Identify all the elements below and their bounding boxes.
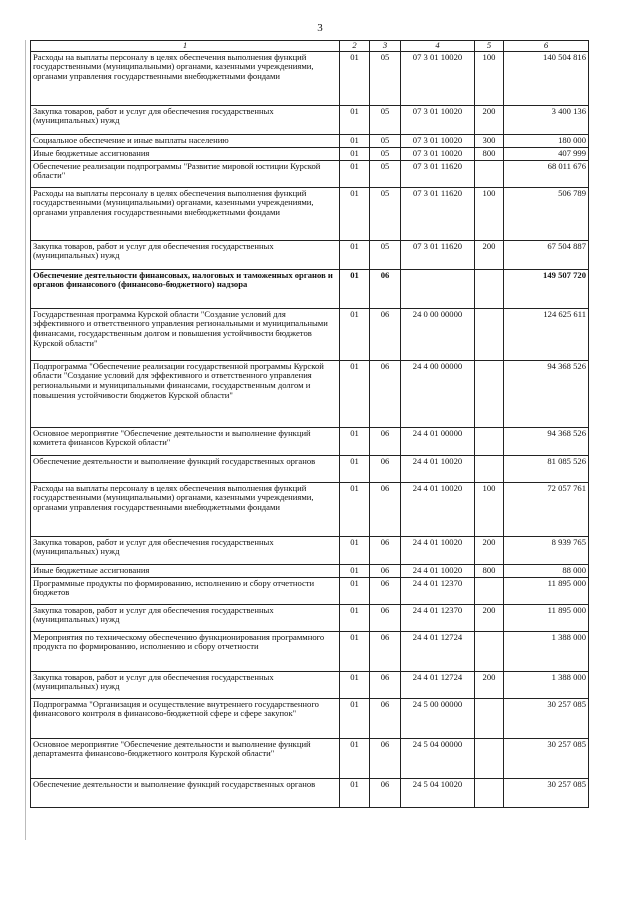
row-subsection-code: 06: [370, 308, 401, 360]
row-amount: 180 000: [504, 134, 589, 147]
column-header-5: 5: [475, 41, 504, 52]
row-name: Обеспечение реализации подпрограммы "Развитие мировой юстиции Курской области": [31, 160, 340, 187]
table-body: [31, 51, 589, 807]
row-section-code: 01: [340, 308, 370, 360]
row-amount: 68 011 676: [504, 160, 589, 187]
row-expense-type: [475, 360, 504, 427]
row-subsection-code: 05: [370, 240, 401, 269]
row-expense-type: [475, 631, 504, 671]
row-subsection-code: 05: [370, 160, 401, 187]
row-expense-type: [475, 455, 504, 482]
table-row: [31, 631, 589, 671]
column-header-3: 3: [370, 41, 401, 52]
row-name: Основное мероприятие "Обеспечение деятельности и выполнение функций департамента финансово-бюджетного контроля Курской области": [31, 738, 340, 778]
row-subsection-code: 06: [370, 269, 401, 308]
table-row: [31, 577, 589, 604]
table-row: [31, 778, 589, 807]
row-name: Обеспечение деятельности финансовых, налоговых и таможенных органов и органов финансового (финансово-бюджетного) надзора: [31, 269, 340, 308]
row-section-code: 01: [340, 671, 370, 698]
row-expense-type: [475, 427, 504, 455]
column-header-4: 4: [401, 41, 475, 52]
row-target-article: 24 4 01 10020: [401, 455, 475, 482]
row-expense-type: [475, 308, 504, 360]
row-name: Обеспечение деятельности и выполнение функций государственных органов: [31, 455, 340, 482]
row-expense-type: 800: [475, 564, 504, 577]
row-section-code: 01: [340, 564, 370, 577]
table-row: [31, 564, 589, 577]
row-subsection-code: 06: [370, 536, 401, 564]
row-subsection-code: 05: [370, 187, 401, 240]
row-target-article: 07 3 01 10020: [401, 51, 475, 105]
row-amount: 1 388 000: [504, 631, 589, 671]
row-expense-type: [475, 577, 504, 604]
row-expense-type: 200: [475, 105, 504, 134]
row-name: Государственная программа Курской области "Создание условий для эффективного и ответственного управления региональными и муниципальными финансами, государственным долгом и повышения устойчивости бюджетов Курской области": [31, 308, 340, 360]
row-section-code: 01: [340, 536, 370, 564]
row-name: Программные продукты по формированию, исполнению и сбору отчетности бюджетов: [31, 577, 340, 604]
row-subsection-code: 06: [370, 427, 401, 455]
row-section-code: 01: [340, 698, 370, 738]
row-subsection-code: 06: [370, 455, 401, 482]
table-row: [31, 187, 589, 240]
row-section-code: 01: [340, 482, 370, 536]
column-header-6: 6: [504, 41, 589, 52]
table-row: [31, 51, 589, 105]
column-header-1: 1: [31, 41, 340, 52]
row-amount: 8 939 765: [504, 536, 589, 564]
row-amount: 30 257 085: [504, 698, 589, 738]
row-target-article: [401, 269, 475, 308]
row-subsection-code: 06: [370, 631, 401, 671]
row-expense-type: [475, 698, 504, 738]
row-amount: 407 999: [504, 147, 589, 160]
row-amount: 67 504 887: [504, 240, 589, 269]
row-section-code: 01: [340, 134, 370, 147]
row-subsection-code: 05: [370, 147, 401, 160]
row-section-code: 01: [340, 778, 370, 807]
row-expense-type: 200: [475, 536, 504, 564]
budget-table: [30, 40, 589, 808]
row-target-article: 24 4 01 10020: [401, 536, 475, 564]
row-section-code: 01: [340, 738, 370, 778]
row-name: Социальное обеспечение и иные выплаты населению: [31, 134, 340, 147]
row-target-article: 24 4 01 10020: [401, 564, 475, 577]
scan-margin-line: [25, 40, 26, 840]
row-name: Расходы на выплаты персоналу в целях обеспечения выполнения функций государственными (муниципальными) органами, казенными учреждениями, органами управления государственными внебюджетными фондами: [31, 51, 340, 105]
table-row: [31, 160, 589, 187]
row-target-article: 24 5 04 10020: [401, 778, 475, 807]
row-amount: 88 000: [504, 564, 589, 577]
row-section-code: 01: [340, 147, 370, 160]
row-amount: 94 368 526: [504, 427, 589, 455]
table-row: [31, 536, 589, 564]
row-section-code: 01: [340, 160, 370, 187]
row-name: Иные бюджетные ассигнования: [31, 564, 340, 577]
row-subsection-code: 06: [370, 360, 401, 427]
row-section-code: 01: [340, 631, 370, 671]
row-subsection-code: 06: [370, 698, 401, 738]
table-row: [31, 427, 589, 455]
row-name: Мероприятия по техническому обеспечению функционирования программного продукта по формированию, исполнению и сбору отчетности: [31, 631, 340, 671]
table-row: [31, 134, 589, 147]
row-amount: 11 895 000: [504, 604, 589, 631]
row-amount: 30 257 085: [504, 778, 589, 807]
row-target-article: 24 5 04 00000: [401, 738, 475, 778]
row-name: Подпрограмма "Обеспечение реализации государственной программы Курской области "Создание условий для эффективного и ответственного управления региональными и муниципальными финансами, государственным долгом и повышения устойчивости бюджетов Курской области": [31, 360, 340, 427]
table-row: [31, 360, 589, 427]
row-amount: 140 504 816: [504, 51, 589, 105]
table-row: [31, 604, 589, 631]
row-target-article: 24 4 01 12370: [401, 604, 475, 631]
table-row: [31, 671, 589, 698]
row-name: Закупка товаров, работ и услуг для обеспечения государственных (муниципальных) нужд: [31, 105, 340, 134]
row-amount: 124 625 611: [504, 308, 589, 360]
table-row: [31, 147, 589, 160]
row-section-code: 01: [340, 240, 370, 269]
row-subsection-code: 06: [370, 577, 401, 604]
row-name: Иные бюджетные ассигнования: [31, 147, 340, 160]
row-target-article: 07 3 01 11620: [401, 160, 475, 187]
row-subsection-code: 06: [370, 604, 401, 631]
row-expense-type: 200: [475, 604, 504, 631]
row-target-article: 24 4 01 00000: [401, 427, 475, 455]
row-name: Обеспечение деятельности и выполнение функций государственных органов: [31, 778, 340, 807]
row-amount: 1 388 000: [504, 671, 589, 698]
row-name: Закупка товаров, работ и услуг для обеспечения государственных (муниципальных) нужд: [31, 671, 340, 698]
row-target-article: 24 4 01 12724: [401, 631, 475, 671]
row-section-code: 01: [340, 360, 370, 427]
page-number: 3: [317, 22, 323, 34]
row-target-article: 07 3 01 11620: [401, 240, 475, 269]
row-expense-type: 200: [475, 240, 504, 269]
row-target-article: 07 3 01 10020: [401, 134, 475, 147]
row-subsection-code: 06: [370, 738, 401, 778]
table-row: [31, 308, 589, 360]
row-target-article: 24 4 01 10020: [401, 482, 475, 536]
row-amount: 72 057 761: [504, 482, 589, 536]
row-subsection-code: 05: [370, 51, 401, 105]
row-subsection-code: 05: [370, 105, 401, 134]
row-subsection-code: 06: [370, 671, 401, 698]
row-target-article: 24 4 01 12370: [401, 577, 475, 604]
row-target-article: 07 3 01 10020: [401, 147, 475, 160]
row-amount: 3 400 136: [504, 105, 589, 134]
row-subsection-code: 05: [370, 134, 401, 147]
row-target-article: 24 4 00 00000: [401, 360, 475, 427]
table-row: [31, 482, 589, 536]
row-subsection-code: 06: [370, 482, 401, 536]
table-row: [31, 455, 589, 482]
column-header-2: 2: [340, 41, 370, 52]
row-target-article: 24 4 01 12724: [401, 671, 475, 698]
row-expense-type: 100: [475, 187, 504, 240]
row-name: Закупка товаров, работ и услуг для обеспечения государственных (муниципальных) нужд: [31, 604, 340, 631]
row-target-article: 24 5 00 00000: [401, 698, 475, 738]
row-amount: 81 085 526: [504, 455, 589, 482]
row-amount: 94 368 526: [504, 360, 589, 427]
row-expense-type: 800: [475, 147, 504, 160]
row-target-article: 24 0 00 00000: [401, 308, 475, 360]
row-expense-type: [475, 778, 504, 807]
row-subsection-code: 06: [370, 564, 401, 577]
row-subsection-code: 06: [370, 778, 401, 807]
row-expense-type: [475, 269, 504, 308]
row-name: Закупка товаров, работ и услуг для обеспечения государственных (муниципальных) нужд: [31, 240, 340, 269]
row-amount: 30 257 085: [504, 738, 589, 778]
table-row: [31, 105, 589, 134]
row-amount: 506 789: [504, 187, 589, 240]
row-expense-type: 100: [475, 482, 504, 536]
row-section-code: 01: [340, 187, 370, 240]
row-section-code: 01: [340, 105, 370, 134]
column-number-row: [31, 41, 589, 52]
row-name: Расходы на выплаты персоналу в целях обеспечения выполнения функций государственными (муниципальными) органами, казенными учреждениями, органами управления государственными внебюджетными фондами: [31, 482, 340, 536]
row-name: Подпрограмма "Организация и осуществление внутреннего государственного финансового контроля в финансово-бюджетной сфере и сфере закупок": [31, 698, 340, 738]
row-expense-type: [475, 738, 504, 778]
row-name: Закупка товаров, работ и услуг для обеспечения государственных (муниципальных) нужд: [31, 536, 340, 564]
row-amount: 11 895 000: [504, 577, 589, 604]
row-expense-type: [475, 160, 504, 187]
row-target-article: 07 3 01 11620: [401, 187, 475, 240]
table-row: [31, 240, 589, 269]
row-name: Основное мероприятие "Обеспечение деятельности и выполнение функций комитета финансов Курской области": [31, 427, 340, 455]
row-section-code: 01: [340, 604, 370, 631]
table-row: [31, 269, 589, 308]
row-section-code: 01: [340, 577, 370, 604]
row-name: Расходы на выплаты персоналу в целях обеспечения выполнения функций государственными (муниципальными) органами, казенными учреждениями, органами управления государственными внебюджетными фондами: [31, 187, 340, 240]
row-section-code: 01: [340, 455, 370, 482]
table-row: [31, 738, 589, 778]
row-expense-type: 100: [475, 51, 504, 105]
row-section-code: 01: [340, 51, 370, 105]
table-row: [31, 698, 589, 738]
row-expense-type: 200: [475, 671, 504, 698]
row-section-code: 01: [340, 427, 370, 455]
row-amount: 149 507 720: [504, 269, 589, 308]
row-target-article: 07 3 01 10020: [401, 105, 475, 134]
row-section-code: 01: [340, 269, 370, 308]
row-expense-type: 300: [475, 134, 504, 147]
